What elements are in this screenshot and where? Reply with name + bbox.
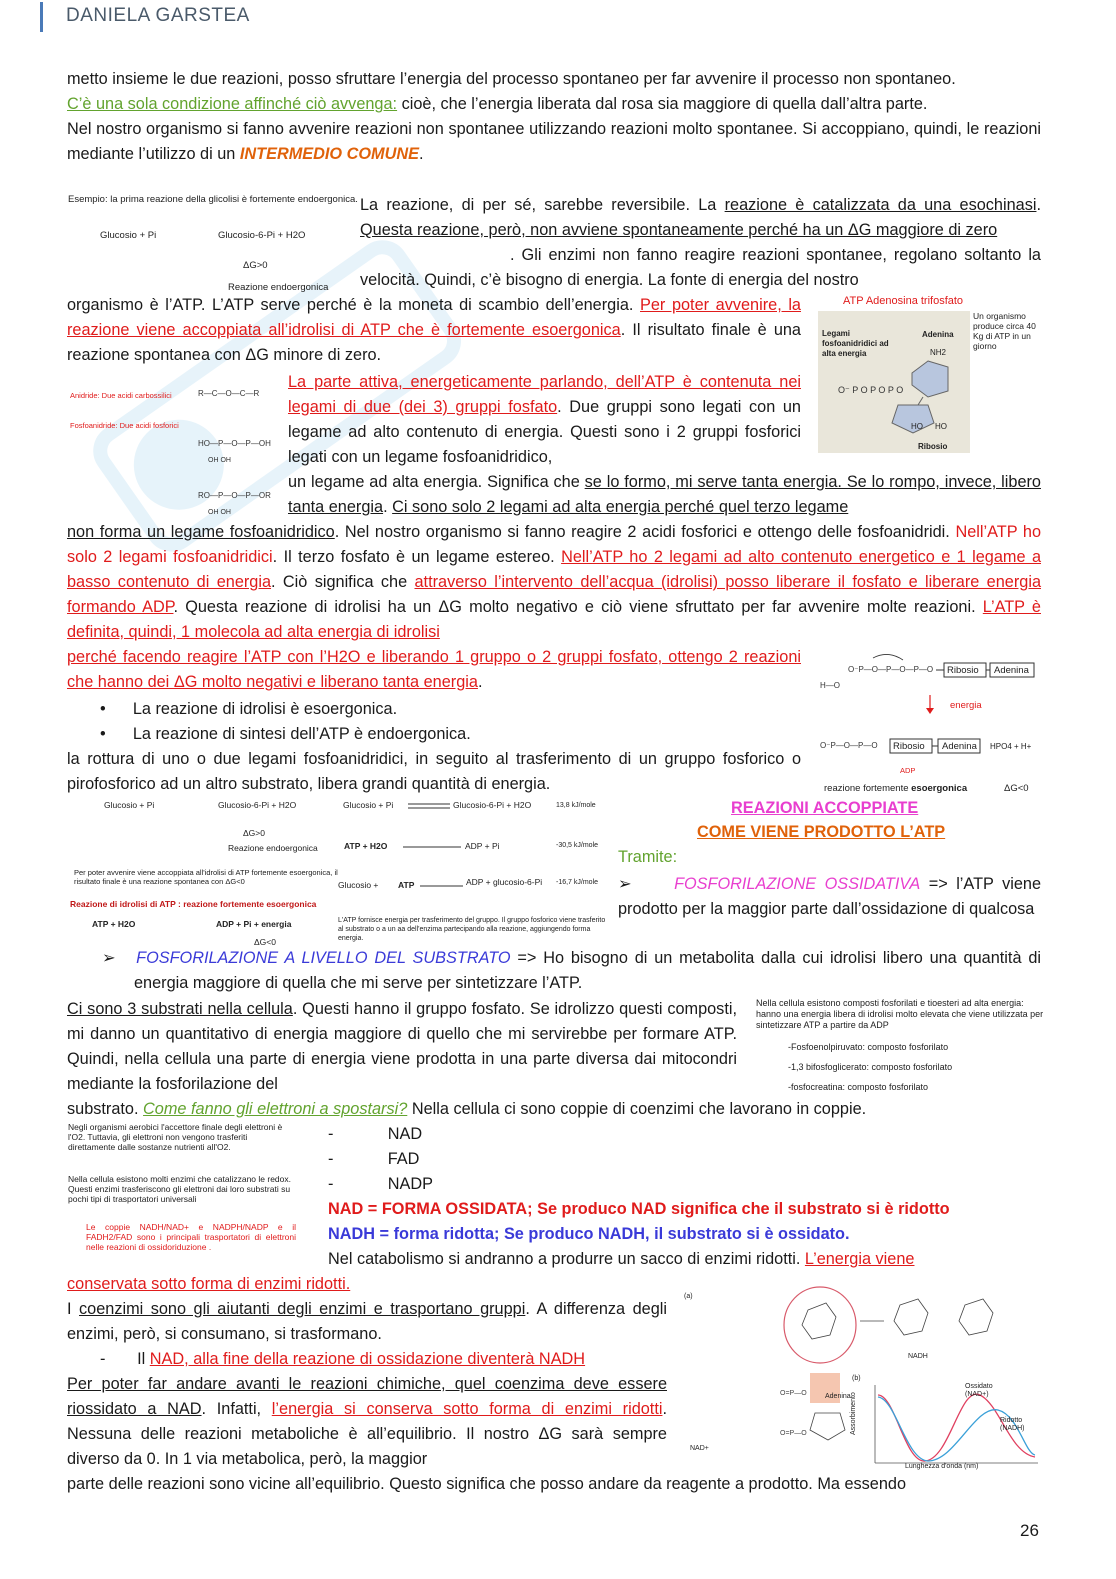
text-p3-main: Nel nostro organismo si fanno avvenire reazioni non spontanee utilizzando reazioni molto spontanee. Si accoppiano, quindi, le reazioni mediante l’utilizzo di un	[67, 120, 1041, 163]
paragraph-fosforilazione-substrato	[102, 946, 1041, 996]
text-p4-mid: . Gli enzimi non fanno reagire reazioni spontanee, regolano soltanto la velocità. Quindi, c’è bisogno di energia. La fonte di energia del nostro	[360, 246, 1041, 289]
text-p5-u1: se lo formo, mi serve tanta energia. Se lo rompo, invece, libero tanta energia	[288, 473, 1041, 516]
paragraph-atp-part-bottom	[67, 520, 1041, 645]
svg-text:O⁻P—O—P—O—P—O: O⁻P—O—P—O—P—O	[848, 665, 934, 674]
cr-l2a: ΔG>0	[243, 828, 265, 838]
text-p3	[67, 117, 1041, 167]
label-tramite: Tramite:	[618, 848, 678, 866]
atp-nh2: NH2	[930, 348, 947, 357]
hydro-caption	[824, 783, 967, 795]
hydro-caption-b: esoergonica	[911, 783, 968, 794]
text-p6: la rottura di uno o due legami fosfoanidridici, in seguito al trasferimento di un gruppo fosforico o pirofosforico ad un altro substrato, libera grandi quantità di energia.	[67, 750, 801, 793]
paragraph-coenzimi	[67, 1297, 667, 1347]
fig1-caption: Esempio: la prima reazione della glicolisi è fortemente endoergonica.	[68, 194, 358, 205]
text-p5-u2-end: non forma un legame fosfoanidridico	[67, 523, 335, 541]
paragraph-intro	[67, 67, 1041, 167]
cr-l6a: ATP + H2O	[92, 919, 136, 929]
text-p2-rest: cioè, che l’energia liberata dal rosa sia maggiore di quella dall’altra parte.	[397, 95, 928, 113]
cr-l4b: Glucosio +	[338, 880, 379, 890]
text-p7-green: Come fanno gli elettroni a spostarsi?	[143, 1100, 408, 1118]
paragraph-substrati	[67, 997, 737, 1097]
cr-l4d: ADP + glucosio-6-Pi	[466, 877, 543, 887]
text-p10: Per poter far andare avanti le reazioni chimiche, quel coenzima deve essere riossidato a NAD. Infatti, l’energia si conserva sotto forma di enzimi ridotti. Nessuna delle reazioni metaboliche è all’equilibrio. Il nostro ΔG sarà sempre diverso da 0. In 1 via metabolica, però, la maggior	[67, 1375, 667, 1468]
text-p4-a: La reazione, di per sé, sarebbe reversibile. La	[360, 196, 725, 214]
redox-a: Negli organismi aerobici l'accettore finale degli elettroni è l'O2. Tuttavia, gli elettroni non vengono trasferiti direttamente dalle sostanze nutrienti all'O2.	[68, 1122, 283, 1152]
cr-arrow-2	[403, 841, 463, 853]
page-number: 26	[1020, 1521, 1039, 1540]
text-p9-b: . A differenza degli enzimi, però, si consumano, si trasformano.	[67, 1300, 667, 1343]
figure-redox	[68, 1122, 296, 1282]
heading-come-viene-prodotto: COME VIENE PRODOTTO L’ATP	[697, 823, 946, 841]
cr-l4e: -16,7 kJ/mole	[556, 879, 599, 886]
hydro-ribosio-2: Ribosio	[893, 741, 925, 752]
paragraph-substrati-end	[67, 1097, 1041, 1122]
text-p5-r3: attraverso l’intervento dell’acqua (idrolisi) posso liberare il fosfato e liberare energia formando ADP	[67, 573, 1041, 616]
atp-structure-svg	[828, 355, 968, 435]
text-p5-d: . Il terzo fosfato è un legame estereo.	[272, 548, 562, 566]
text-p5-b: .	[383, 498, 393, 516]
paragraph-esochinasi-mid	[360, 243, 1041, 293]
atp-bonds-label: Legami fosfoanidridici ad alta energia	[822, 329, 889, 358]
text-p10-red: l’energia si conserva sotto forma di enzimi ridotti	[271, 1400, 663, 1418]
text-p10-end: parte delle reazioni sono vicine all’equilibrio. Questo significa che posso andare da reagente a prodotto. Ma essendo	[67, 1475, 907, 1493]
nad-definition: NAD = FORMA OSSIDATA; Se produco NAD significa che il substrato si è ridotto	[328, 1200, 950, 1218]
nad-fig-xlabel: Lunghezza d'onda (nm)	[905, 1463, 979, 1470]
svg-text:O=P—O: O=P—O	[780, 1390, 807, 1397]
hydro-ribosio-1: Ribosio	[947, 665, 979, 676]
cr-l3a: Reazione endoergonica	[228, 843, 318, 853]
header-bar	[40, 2, 43, 32]
svg-text:H—O: H—O	[820, 681, 840, 690]
text-fo: ➢ FOSFORILAZIONE OSSIDATIVA => l’ATP viene prodotto per la maggior parte dall’ossidazione di qualcosa	[618, 875, 1041, 918]
heading-reazioni-accoppiate: REAZIONI ACCOPPIATE	[731, 799, 919, 817]
coenzyme-item-3: - NADP	[328, 1175, 433, 1193]
cr-l3b: ATP + H2O	[344, 841, 388, 851]
paragraph-atp-part-end	[67, 645, 801, 695]
text-p4-u1: reazione è catalizzata da una esochinasi	[724, 196, 1037, 214]
bullet-list	[100, 697, 471, 747]
nad-fig-adenina: Adenina	[825, 1393, 851, 1400]
svg-text:RO—P—O—P—OR: RO—P—O—P—OR	[198, 491, 271, 500]
cr-l5: Reazione di idrolisi di ATP : reazione fortemente esoergonica	[70, 899, 317, 909]
text-p2-green: C’è una sola condizione affinché ciò avvenga:	[67, 95, 398, 113]
text-p5-end	[67, 645, 801, 695]
text-p9-u: coenzimi sono gli aiutanti degli enzimi e trasportano gruppi	[79, 1300, 526, 1318]
text-p5-red: La parte attiva, energeticamente parlando, dell’ATP è contenuta nei legami di due (dei 3) gruppi fosfato	[288, 373, 801, 416]
paragraph-esochinasi-bottom	[67, 293, 801, 368]
figure-hydrolysis	[818, 650, 1043, 800]
fig1-dg: ΔG>0	[243, 260, 268, 271]
intermedio-comune: INTERMEDIO COMUNE	[239, 145, 419, 163]
atp-title: ATP Adenosina trifosfato	[843, 295, 964, 307]
atp-ribosio: Ribosio	[918, 442, 948, 451]
hydro-adp: ADP	[900, 766, 916, 775]
atp-ho2: HO	[935, 422, 947, 431]
nad-fig-ridotto: Ridotto (NADH)	[1000, 1417, 1025, 1432]
text-p4-bottom: organismo è l’ATP. L’ATP serve perché è la moneta di scambio dell’energia. Per poter avvenire, la reazione viene accoppiata all’idrolisi di ATP che è fortemente esoergonica. Il risultato finale è una reazione spontanea con ΔG minore di zero.	[67, 296, 801, 364]
figure-atp	[818, 295, 1043, 455]
cr-arrow-3	[420, 880, 465, 892]
bullet-text-2: La reazione di sintesi dell’ATP è endoergonica.	[132, 725, 471, 743]
text-p5-r2: Nell’ATP ho 2 legami ad alto contenuto energetico e 1 legame a basso contenuto di energia	[67, 548, 1041, 591]
text-p1: metto insieme le due reazioni, posso sfruttare l’energia del processo spontaneo per far avvenire il processo non spontaneo.	[67, 70, 956, 88]
hydro-caption-a: reazione fortemente	[824, 783, 912, 794]
cr-l1c: Glucosio + Pi	[343, 800, 394, 810]
header-author: DANIELA GARSTEA	[66, 5, 250, 26]
text-p5-f: . Questa reazione di idrolisi ha un ΔG molto negativo e ciò viene sfruttato per far avvenire molte reazioni.	[173, 598, 983, 616]
text-p5-u2-start: Ci sono solo 2 legami ad alta energia perché quel terzo legame	[392, 498, 849, 516]
fo-text: => l’ATP viene prodotto per la maggior parte dall’ossidazione di qualcosa	[618, 875, 1041, 918]
svg-text:OH OH: OH OH	[208, 509, 231, 516]
text-p2	[67, 92, 1041, 117]
text-p5-c: . Nel nostro organismo si fanno reagire 2 acidi fosforici e ottengo delle fosfoanidridi.	[334, 523, 956, 541]
dash-red: NAD, alla fine della reazione di ossidazione diventerà NADH	[149, 1350, 586, 1368]
cr-l6b: ADP + Pi + energia	[216, 919, 292, 929]
redox-c: Le coppie NADH/NAD+ e NADPH/NADP e il FADH2/FAD sono i principali trasportatori di elettroni nelle reazioni di ossidoriduzione .	[86, 1222, 296, 1252]
text-p9-a: I	[67, 1300, 80, 1318]
paragraph-riossidato-end	[67, 1472, 1041, 1497]
cr-l4: Per poter avvenire viene accoppiata all'idrolisi di ATP fortemente esoergonica, il risultato finale è una reazione spontanea con ΔG<0	[74, 868, 338, 886]
atp-adenina: Adenina	[922, 330, 954, 339]
text-p5-e: . Ciò significa che	[271, 573, 415, 591]
cr-arrow-1	[408, 800, 452, 812]
fosfoanidride-label: Fosfoanidride: Due acidi fosforici	[70, 421, 179, 430]
coenzyme-item-1: - NAD	[328, 1125, 423, 1143]
figure-nad	[680, 1285, 1045, 1470]
dash-pre: Il	[137, 1350, 150, 1368]
figure-coupled-reactions	[68, 798, 608, 948]
paragraph-riossidato	[67, 1372, 667, 1472]
nad-fig-ossidato: Ossidato (NAD+)	[965, 1383, 993, 1398]
coenzyme-fad: FAD	[387, 1150, 420, 1168]
dash-marker: -	[100, 1350, 138, 1368]
cr-l7: ΔG<0	[254, 937, 276, 947]
dash-item-nad	[100, 1347, 585, 1372]
svg-text:O⁻P—O—P—O: O⁻P—O—P—O	[820, 741, 878, 750]
paragraph-esochinasi-top	[360, 193, 1041, 243]
text-p5-r4-end: perché facendo reagire l’ATP con l’H2O e liberando 1 gruppo o 2 gruppi fosfato, ottengo 2 reazioni che hanno dei ΔG molto negativi e liberano tanta energia	[67, 648, 801, 691]
svg-text:O=P—O: O=P—O	[780, 1430, 807, 1437]
sub-item-3: -fosfocreatina: composto fosforilato	[788, 1082, 929, 1092]
text-p4-part1	[360, 193, 1041, 243]
cr-l1a: Glucosio + Pi	[104, 800, 155, 810]
text-p7: Ci sono 3 substrati nella cellula. Questi hanno il gruppo fosfato. Se idrolizzo questi composti, mi danno un quantitativo di energia maggiore di quello che mi servirebbe per formare ATP. Quindi, nella cellula una parte di energia viene prodotta in una parte diversa dai mitocondri mediante la fosforilazione del	[67, 1000, 737, 1093]
text-fs: ➢ FOSFORILAZIONE A LIVELLO DEL SUBSTRATO => Ho bisogno di un metabolita dalla cui idrolisi libero una quantità di energia maggiore di quella che mi serve per sintetizzare l’ATP.	[102, 949, 1041, 992]
anidride-label: Anidride: Due acidi carbossilici	[70, 391, 172, 400]
cr-l1d: Glucosio-6-Pi + H2O	[453, 800, 532, 810]
anhydride-structures-svg	[183, 372, 283, 520]
cr-l1e: 13,8 kJ/mole	[556, 802, 596, 809]
hydro-energia: energia	[950, 700, 982, 711]
text-p5-mid: un legame ad alta energia. Significa che se lo formo, mi serve tanta energia. Se lo rompo, invece, libero tanta energia. Ci sono solo 2 legami ad alta energia perché quel terzo legame	[288, 473, 1041, 516]
text-p4-d: . Il risultato finale è una reazione spontanea con ΔG minore di zero.	[67, 321, 801, 364]
fig1-product: Glucosio-6-Pi + H2O	[218, 230, 306, 241]
sub-item-2: -1,3 bifosfoglicerato: composto fosforilato	[788, 1062, 953, 1072]
paragraph-catabolismo	[328, 1247, 1041, 1272]
figure-substrates	[756, 998, 1046, 1098]
text-p5-top: La parte attiva, energeticamente parlando, dell’ATP è contenuta nei legami di due (dei 3) gruppi fosfato. Due gruppi sono legati con un legame ad alto contenuto di energia. Questi sono i 2 gruppi fosforici legati con un legame fosfoanidridico,	[288, 373, 801, 466]
text-p5-r1: Nell’ATP ho solo 2 legami fosfoanidridici	[67, 523, 1042, 566]
atp-ho1: HO	[911, 422, 923, 431]
paragraph-atp-part-top	[288, 370, 801, 470]
text-p9	[67, 1297, 667, 1347]
cr-l3c: ADP + Pi	[465, 841, 500, 851]
text-p8	[328, 1247, 1041, 1272]
bullet-item-1: • La reazione di idrolisi è esoergonica.	[100, 700, 398, 718]
nad-fig-nadh: NADH	[908, 1353, 928, 1360]
text-p8-red-end: conservata sotto forma di enzimi ridotti.	[67, 1275, 351, 1293]
nad-fig-a: (a)	[684, 1293, 693, 1300]
figure-glycolysis-example	[68, 194, 358, 293]
redox-b: Nella cellula esistono molti enzimi che catalizzano le redox. Questi enzimi trasferiscono gli elettroni dai loro substrati su pochi tipi di trasportatori universali	[68, 1174, 291, 1204]
paragraph-atp-part-mid	[288, 470, 1041, 520]
text-p4-red: Per poter avvenire, la reazione viene accoppiata all’idrolisi di ATP che è fortemente esoergonica	[67, 296, 801, 339]
svg-text:O⁻ P O P O P O: O⁻ P O P O P O	[838, 385, 904, 395]
text-p4-b: .	[1036, 196, 1041, 214]
atp-note: Un organismo produce circa 40 Kg di ATP in un giorno	[973, 311, 1036, 351]
coenzyme-nad: NAD	[387, 1125, 423, 1143]
fig1-reactant: Glucosio + Pi	[100, 230, 157, 241]
fo-title: FOSFORILAZIONE OSSIDATIVA	[674, 875, 921, 893]
nad-fig-ylabel: Assorbimento	[850, 1392, 857, 1435]
cr-l1b: Glucosio-6-Pi + H2O	[218, 800, 297, 810]
text-p10-u: Per poter far andare avanti le reazioni chimiche, quel coenzima deve essere riossidato a NAD	[67, 1375, 667, 1418]
hydro-adenina-1: Adenina	[994, 665, 1029, 676]
text-p4-u2: Questa reazione, però, non avviene spontaneamente perché ha un ΔG maggiore di zero	[360, 221, 998, 239]
fig1-type: Reazione endoergonica	[228, 282, 329, 293]
text-p8-a: Nel catabolismo si andranno a produrre un sacco di enzimi ridotti.	[328, 1250, 805, 1268]
svg-text:HO—P—O—P—OH: HO—P—O—P—OH	[198, 439, 271, 448]
nadh-definition: NADH = forma ridotta; Se produco NADH, il substrato si è ossidato.	[328, 1225, 850, 1243]
cr-l6c: L'ATP fornisce energia per trasferimento del gruppo. Il gruppo fosforico viene trasferito al substrato o a un aa dell'enzima partecipando alla reazione, aggiungendo forma energia.	[338, 917, 606, 942]
coenzyme-list	[328, 1122, 433, 1197]
coenzyme-item-2: - FAD	[328, 1150, 420, 1168]
svg-text:R—C—O—C—R: R—C—O—C—R	[198, 389, 260, 398]
bullet-text-1: La reazione di idrolisi è esoergonica.	[132, 700, 398, 718]
cr-l3d: -30,5 kJ/mole	[556, 842, 599, 849]
hydro-dg: ΔG<0	[1004, 783, 1029, 794]
fs-title: FOSFORILAZIONE A LIVELLO DEL SUBSTRATO	[136, 949, 511, 967]
fs-text: => Ho bisogno di un metabolita dalla cui idrolisi libero una quantità di energia maggiore di quella che mi serve per sintetizzare l’ATP.	[134, 949, 1041, 992]
svg-text:OH OH: OH OH	[208, 457, 231, 464]
text-p5-g: .	[477, 673, 483, 691]
sub-item-1: -Fosfoenolpiruvato: composto fosforilato	[788, 1042, 949, 1052]
nad-fig-label: NAD+	[690, 1445, 709, 1452]
coenzyme-nadp: NADP	[387, 1175, 433, 1193]
text-p5-r4-start: L’ATP è definita, quindi, 1 molecola ad alta energia di idrolisi	[67, 598, 1041, 641]
text-p7-u: Ci sono 3 substrati nella cellula	[67, 1000, 293, 1018]
cr-l4c: ATP	[398, 880, 415, 890]
sub-intro: Nella cellula esistono composti fosforilati e tioesteri ad alta energia: hanno una energia libera di idrolisi molto elevata che viene utilizzata per sintetizzare ATP a partire da ADP	[756, 998, 1044, 1030]
nad-structure-svg	[700, 1285, 1040, 1470]
hydro-hpo: HPO4 + H+	[990, 742, 1032, 751]
hydro-adenina-2: Adenina	[942, 741, 977, 752]
text-p5-bottom	[67, 520, 1041, 645]
paragraph-fosforilazione-ossidativa	[618, 872, 1041, 922]
paragraph-rottura	[67, 747, 801, 797]
nad-fig-b: (b)	[852, 1375, 861, 1382]
text-p8-red-start: L’energia viene	[804, 1250, 915, 1268]
text-p3-end: .	[418, 145, 424, 163]
bullet-item-2: • La reazione di sintesi dell’ATP è endoergonica.	[100, 725, 471, 743]
figure-anhydrides	[68, 372, 278, 522]
text-p7-b: Nella cellula ci sono coppie di coenzimi che lavorano in coppie.	[407, 1100, 867, 1118]
text-p10-a: . Infatti,	[201, 1400, 272, 1418]
text-p7-end: substrato. Come fanno gli elettroni a spostarsi? Nella cellula ci sono coppie di coenzimi che lavorano in coppie.	[67, 1100, 867, 1118]
